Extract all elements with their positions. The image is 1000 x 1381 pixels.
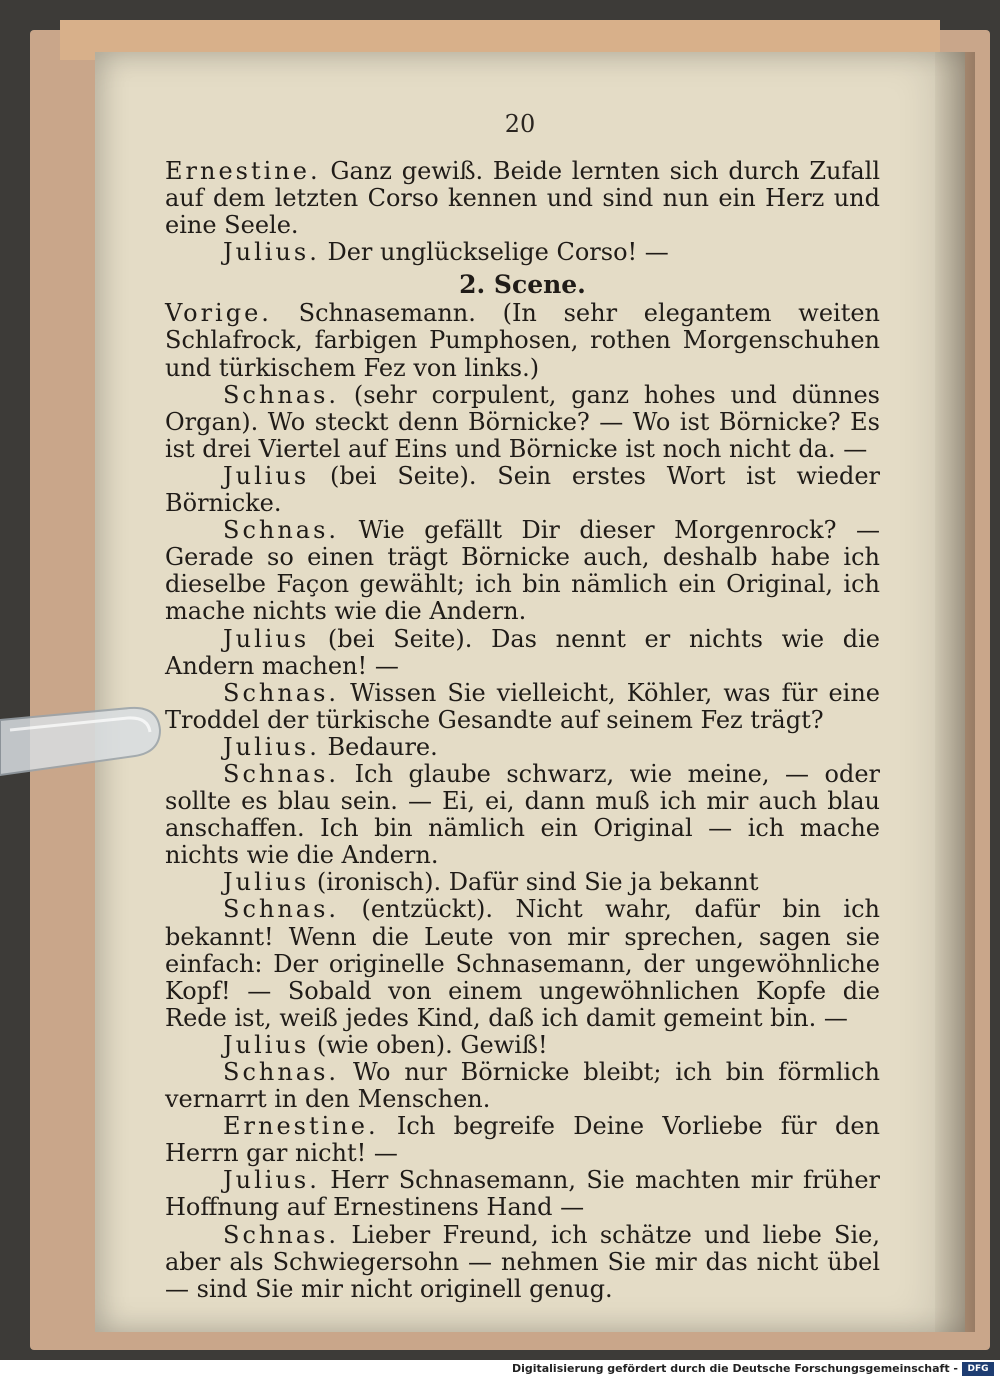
paragraph [165, 896, 880, 1031]
dialogue-text: Ganz gewiß. Beide lernten sich durch Zufall auf dem letzten Corso kennen und sind nun ein Herz und eine Seele. [165, 157, 880, 240]
dialogue-text: (bei Seite). Sein erstes Wort ist wieder Börnicke. [165, 461, 880, 518]
speaker-name: Schnas. [223, 1220, 340, 1249]
paragraph [165, 680, 880, 734]
paragraph [165, 869, 880, 896]
dialogue-text: Herr Schnasemann, Sie machten mir früher Hoffnung auf Ernestinens Hand — [165, 1166, 880, 1222]
page-gutter-shadow [935, 52, 975, 1332]
speaker-name: Schnas. [223, 895, 340, 924]
paragraph [165, 1222, 880, 1303]
dialogue-text: Ich begreife Deine Vorliebe für den Herrn gar nicht! — [165, 1112, 880, 1168]
speaker-name: Ernestine. [223, 1112, 379, 1141]
page-clip-holder [0, 700, 165, 785]
dialogue-text: (ironisch). Dafür sind Sie ja bekannt [309, 868, 759, 897]
dialogue-text: Ich glaube schwarz, wie meine, — oder sollte es blau sein. — Ei, ei, dann muß ich mir auch blau anschaffen. Ich bin nämlich ein Original — ich mache nichts wie die Andern. [165, 759, 880, 870]
paragraph [165, 1059, 880, 1113]
dialogue-text: Bedaure. [319, 732, 438, 761]
speaker-name: Julius [223, 1030, 310, 1059]
dialogue-text: (sehr corpulent, ganz hohes und dünnes Organ). Wo steckt denn Börnicke? — Wo ist Börnicke? Es ist drei Viertel auf Eins und Börnicke ist noch nicht da. — [165, 380, 880, 463]
dialogue-text: Wissen Sie vielleicht, Köhler, was für eine Troddel der türkische Gesandte auf seinem Fez trägt? [165, 678, 880, 734]
paragraph [165, 239, 880, 266]
paragraph [165, 300, 880, 381]
speaker-name: Schnas. [223, 1058, 340, 1086]
speaker-name: Julius [223, 461, 310, 490]
speaker-name: Schnas. [223, 516, 340, 545]
speaker-name: Schnas. [223, 380, 340, 409]
play-text [165, 158, 880, 1303]
speaker-name: Schnas. [223, 759, 340, 788]
paragraph [165, 1032, 880, 1059]
dialogue-text: Lieber Freund, ich schätze und liebe Sie, aber als Schwiegersohn — nehmen Sie mir das nicht übel — sind Sie mir nicht originell genug. [165, 1220, 880, 1303]
paragraph [165, 1113, 880, 1167]
page-number: 20 [504, 110, 536, 138]
dialogue-text: Schnasemann. (In sehr elegantem weiten Schlafrock, farbigen Pumphosen, rothen Morgenschuhen und türkischem Fez von links.) [165, 299, 880, 382]
speaker-name: Julius. [223, 732, 320, 761]
dialogue-text: Der unglückselige Corso! — [319, 238, 669, 267]
dialogue-text: (entzückt). Nicht wahr, dafür bin ich bekannt! Wenn die Leute von mir sprechen, sagen sie einfach: Der originelle Schnasemann, der ungewöhnliche Kopf! — Sobald von einem ungewöhnlichen Kopfe die Rede ist, weiß jedes Kind, daß ich damit gemeint bin. — [165, 895, 880, 1032]
paragraph [165, 382, 880, 463]
dialogue-text: (bei Seite). Das nennt er nichts wie die Andern machen! — [165, 624, 880, 680]
speaker-name: Julius. [223, 1166, 320, 1195]
dialogue-text: (wie oben). Gewiß! [309, 1030, 548, 1059]
speaker-name: Schnas. [223, 678, 340, 707]
paragraph [165, 1167, 880, 1221]
speaker-name: Julius [223, 624, 310, 653]
scene-heading: 2. Scene. [459, 270, 586, 300]
dfg-logo: DFG [962, 1362, 994, 1376]
dialogue-text: Wie gefällt Dir dieser Morgenrock? — Gerade so einen trägt Börnicke auch, deshalb habe ich dieselbe Façon gewählt; ich bin nämlich ein Original, ich mache nichts wie die Andern. [165, 516, 880, 626]
speaker-name: Julius. [223, 238, 320, 267]
paragraph [165, 734, 880, 761]
speaker-name: Vorige. [165, 299, 272, 328]
paragraph [165, 761, 880, 869]
speaker-name: Julius [223, 868, 310, 897]
paragraph [165, 158, 880, 239]
dialogue-text: Wo nur Börnicke bleibt; ich bin förmlich vernarrt in den Menschen. [165, 1058, 880, 1114]
paragraph [165, 463, 880, 517]
funding-note: Digitalisierung gefördert durch die Deutsche Forschungsgemeinschaft - [511, 1362, 958, 1375]
paragraph [165, 626, 880, 680]
paragraph [165, 517, 880, 625]
speaker-name: Ernestine. [165, 157, 321, 185]
